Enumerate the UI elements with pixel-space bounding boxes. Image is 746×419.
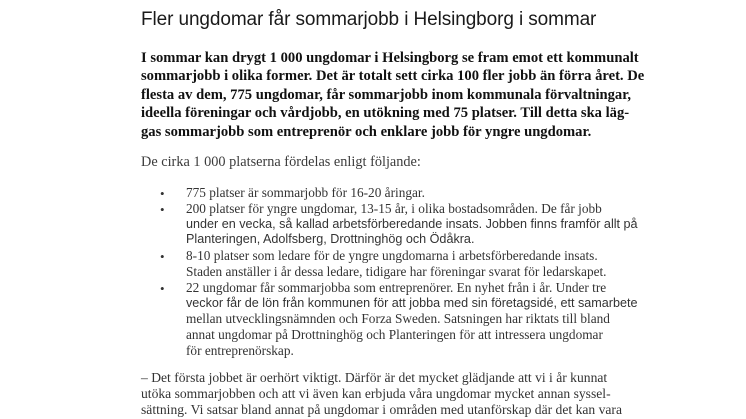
list-item-line: veckor får de lön från kommunen för att jobba med sin företagsidé, ett samarbete [186,295,638,310]
quote-paragraph [141,370,622,418]
bullet-icon: • [160,202,165,217]
lead-line: sommarjobb i olika former. Det är totalt sett cirka 100 fler jobb än förra året. De [141,68,645,85]
quote-line: sättning. Vi satsar bland annat på ungdomar i områden med utanförskap där det kan vara [141,402,622,418]
lead-line: gas sommarjobb som entreprenör och enklare jobb för yngre ungdomar. [141,123,592,140]
list-item [186,248,626,279]
list-intro: De cirka 1 000 platserna fördelas enligt följande: [141,154,421,170]
lead-line: ideella föreningar och vårdjobb, en utökning med 75 platser. Till detta ska läg- [141,105,630,122]
bullet-icon: • [160,249,165,264]
list-item-line: 8-10 platser som ledare för de yngre ungdomarna i arbetsförberedande insats. [186,248,598,263]
bullet-icon: • [160,186,165,201]
list-item-line: 200 platser för yngre ungdomar, 13-15 år, i olika bostadsområden. De får jobb [186,201,602,216]
bullet-icon: • [160,281,165,296]
list-item-line: 775 platser är sommarjobb för 16-20 åringar. [186,185,425,200]
list-item-line: för entreprenörskap. [186,342,294,358]
quote-line: – Det första jobbet är oerhört viktigt. Därför är det mycket glädjande att vi i år kunnat [141,370,608,385]
list-item-line: Planteringen, Adolfsberg, Drottninghög och Ödåkra. [186,232,475,247]
list-item-line: Staden anställer i år dessa ledare, tidigare har föreningar svarat för ledarskapet. [186,263,607,279]
lead-line: flesta av dem, 775 ungdomar, får sommarjobb inom kommunala förvaltningar, [141,86,631,103]
list-item-line: 22 ungdomar får sommarjobba som entreprenörer. En nyhet från i år. Under tre [186,280,607,295]
quote-line: utöka sommarjobben och att vi även kan erbjuda våra ungdomar mycket annan syssel- [141,386,611,402]
list-item-line: mellan utvecklingsnämnden och Forza Sweden. Satsningen har riktats till bland [186,311,610,327]
lead-paragraph [141,49,645,141]
list-item [186,201,638,248]
list-item [186,185,626,201]
list-item [186,280,638,359]
article-title: Fler ungdomar får sommarjobb i Helsingborg i sommar [141,9,597,30]
list-item-line: annat ungdomar på Drottninghög och Planteringen för att intressera ungdomar [186,327,603,343]
list-item-line: under en vecka, så kallad arbetsförberedande insats. Jobben finns framför allt på [186,216,638,231]
lead-line: I sommar kan drygt 1 000 ungdomar i Helsingborg se fram emot ett kommunalt [141,50,639,66]
